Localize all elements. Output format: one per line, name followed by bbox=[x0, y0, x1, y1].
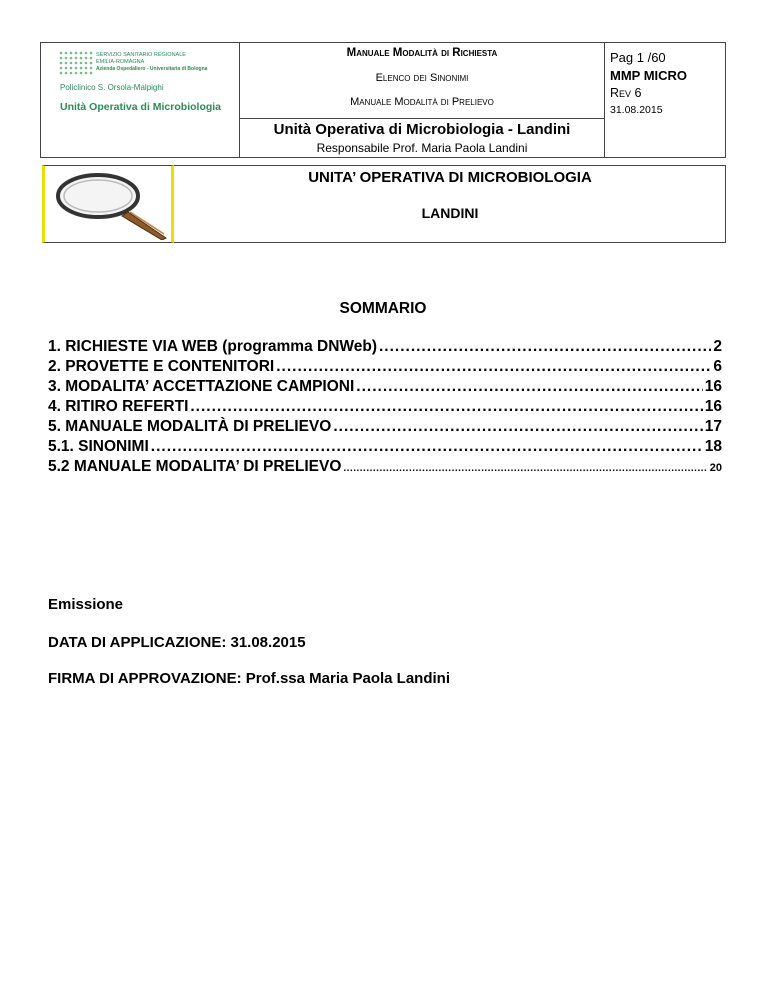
toc-item[interactable] bbox=[48, 338, 722, 358]
toc-item-page: 16 bbox=[704, 378, 722, 395]
toc-item-label: 5.2 MANUALE MODALITA’ DI PRELIEVO bbox=[48, 458, 342, 475]
toc-item-page: 17 bbox=[704, 418, 722, 435]
approval-signature: FIRMA DI APPROVAZIONE: Prof.ssa Maria Paola Landini bbox=[48, 670, 451, 687]
toc-item-label: 2. PROVETTE E CONTENITORI bbox=[48, 358, 275, 375]
toc-leader bbox=[356, 378, 702, 396]
toc-leader bbox=[333, 418, 702, 436]
logo-line3: Azienda Ospedaliero - Universitaria di Bologna bbox=[96, 66, 208, 72]
toc-item-page: 16 bbox=[704, 398, 722, 415]
doc-title-sampling: Manuale Modalità di Prelievo bbox=[350, 96, 494, 108]
unit-title: Unità Operativa di Microbiologia - Landini bbox=[273, 121, 571, 138]
toc-item-label: 1. RICHIESTE VIA WEB (programma DNWeb) bbox=[48, 338, 377, 355]
logo-line1: SERVIZIO SANITARIO REGIONALE bbox=[96, 52, 186, 58]
revision-date: 31.08.2015 bbox=[610, 104, 663, 116]
toc-item[interactable] bbox=[48, 398, 722, 418]
doc-code: MMP MICRO bbox=[610, 68, 688, 83]
toc-item-page: 2 bbox=[713, 338, 722, 355]
toc-item[interactable] bbox=[48, 438, 722, 458]
toc-item-label: 5.1. SINONIMI bbox=[48, 438, 149, 455]
application-date: DATA DI APPLICAZIONE: 31.08.2015 bbox=[48, 634, 306, 651]
toc-leader bbox=[190, 398, 702, 416]
logo-unit: Unità Operativa di Microbiologia bbox=[60, 101, 222, 113]
logo-dots-icon bbox=[58, 50, 94, 80]
toc-leader bbox=[343, 463, 707, 474]
title-line1: UNITA’ OPERATIVA DI MICROBIOLOGIA bbox=[308, 169, 592, 186]
logo-line2: EMILIA-ROMAGNA bbox=[96, 59, 145, 65]
header-divider-horizontal bbox=[239, 118, 605, 119]
page-number: Pag 1 /60 bbox=[610, 50, 666, 65]
toc-item-page: 20 bbox=[709, 462, 722, 474]
toc-leader bbox=[276, 358, 711, 376]
toc-item[interactable] bbox=[48, 458, 722, 478]
toc-item-label: 3. MODALITA’ ACCETTAZIONE CAMPIONI bbox=[48, 378, 355, 395]
revision: Rev 6 bbox=[610, 86, 642, 100]
toc-item[interactable] bbox=[48, 358, 722, 378]
doc-title-synonyms: Elenco dei Sinonimi bbox=[375, 72, 469, 84]
toc-item-label: 4. RITIRO REFERTI bbox=[48, 398, 189, 415]
toc-item-page: 18 bbox=[704, 438, 722, 455]
toc-leader bbox=[379, 338, 711, 356]
emission-label: Emissione bbox=[48, 596, 124, 613]
header-divider-right bbox=[604, 42, 605, 158]
responsible: Responsabile Prof. Maria Paola Landini bbox=[316, 141, 528, 155]
doc-title-request: Manuale Modalità di Richiesta bbox=[346, 47, 498, 59]
logo-hospital: Policlinico S. Orsola-Malpighi bbox=[60, 83, 164, 92]
toc-item-label: 5. MANUALE MODALITÀ DI PRELIEVO bbox=[48, 418, 332, 435]
logo-text bbox=[96, 52, 236, 73]
summary-heading: SOMMARIO bbox=[339, 300, 427, 317]
toc-item-page: 6 bbox=[713, 358, 722, 375]
magnifying-glass-icon bbox=[52, 168, 170, 240]
toc-item[interactable] bbox=[48, 418, 722, 438]
toc-item[interactable] bbox=[48, 378, 722, 398]
toc-leader bbox=[151, 438, 703, 456]
title-line2: LANDINI bbox=[421, 205, 479, 221]
